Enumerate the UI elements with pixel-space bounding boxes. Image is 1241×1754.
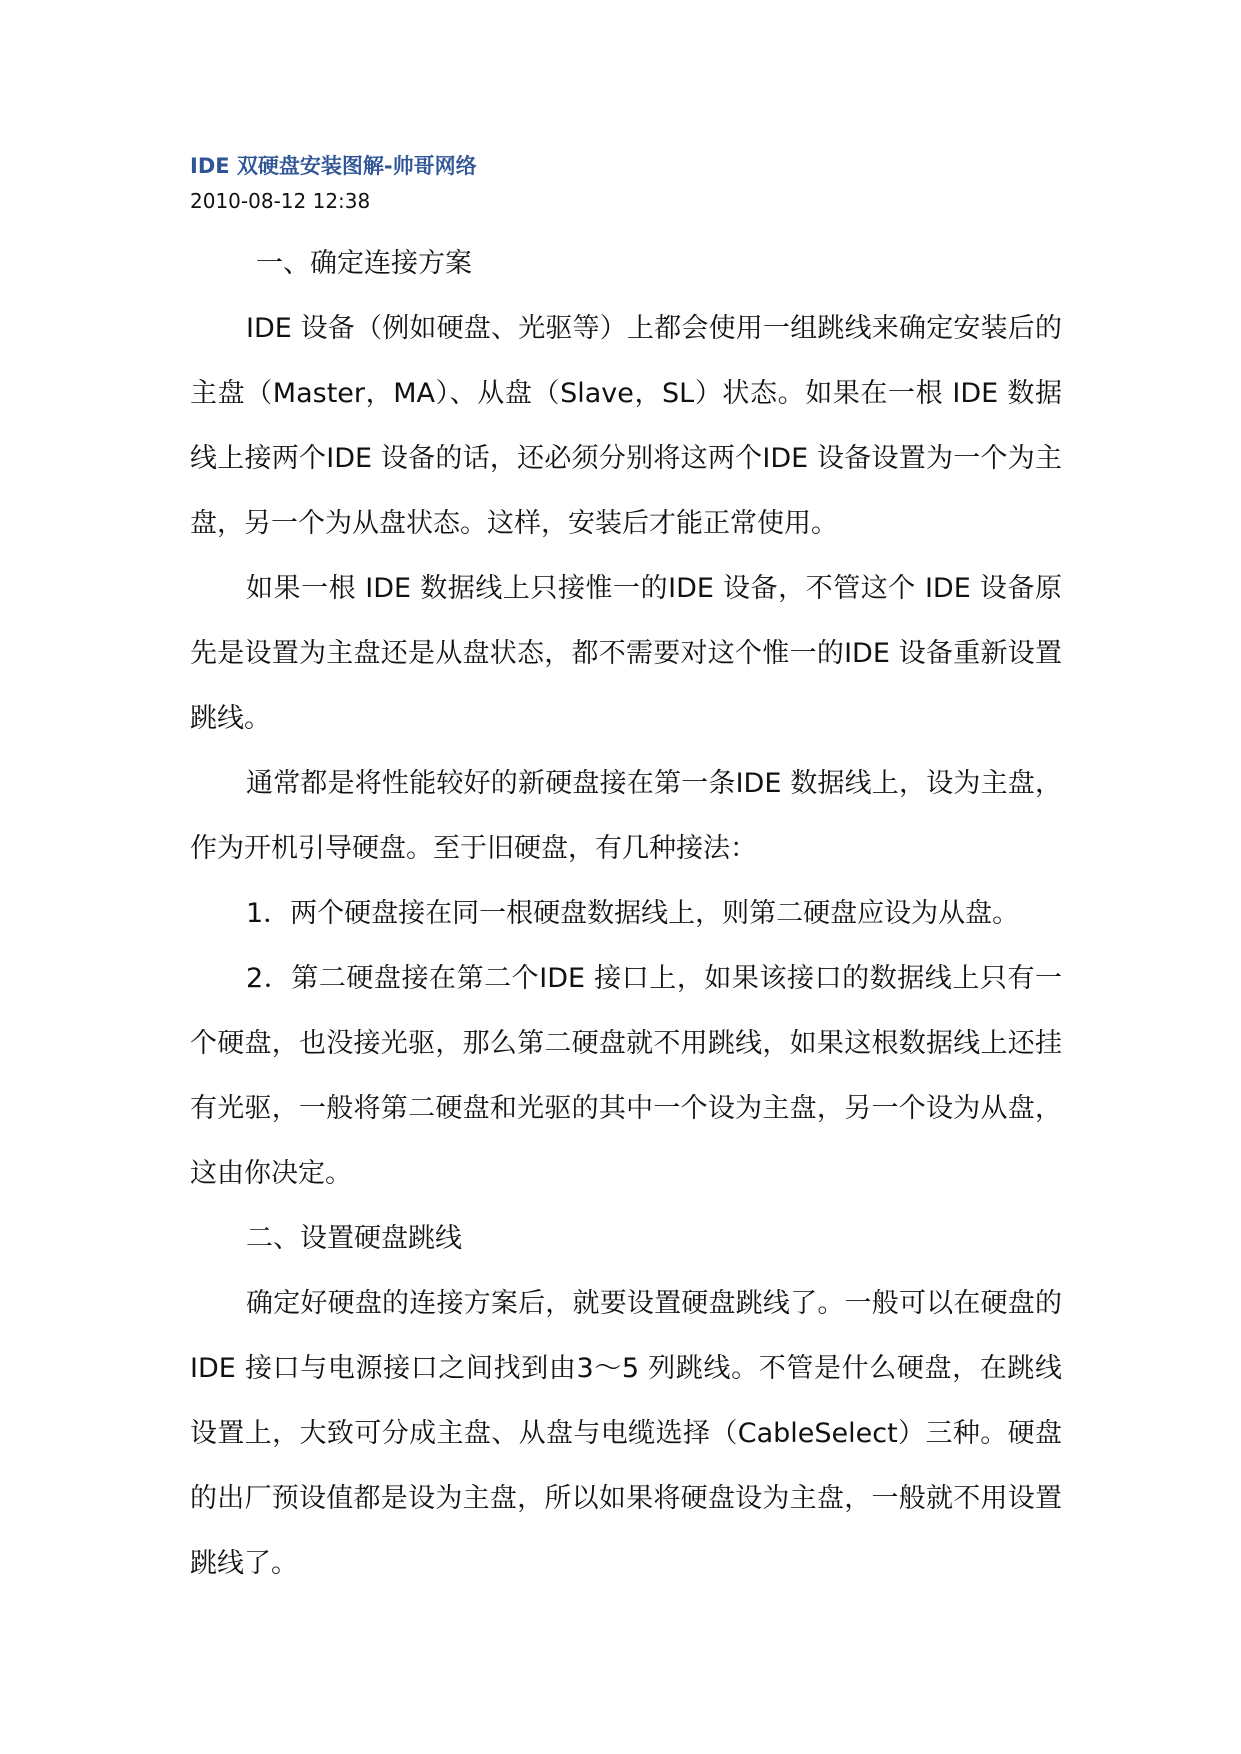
paragraph: 确定好硬盘的连接方案后，就要设置硬盘跳线了。一般可以在硬盘的 IDE 接口与电源接口之间找到由3～5 列跳线。不管是什么硬盘，在跳线设置上，大致可分成主盘、从盘与电缆选择（CableSelect）三种。硬盘的出厂预设值都是设为主盘，所以如果将硬盘设为主盘，一般就不用设置跳线了。 xyxy=(190,1288,1062,1579)
article-date: 2010-08-12 12:38 xyxy=(190,189,371,213)
article-title-link[interactable]: IDE 双硬盘安装图解-帅哥网络 xyxy=(190,154,477,178)
list-item: 2．第二硬盘接在第二个IDE 接口上，如果该接口的数据线上只有一个硬盘，也没接光驱，那么第二硬盘就不用跳线，如果这根数据线上还挂有光驱，一般将第二硬盘和光驱的其中一个设为主盘，另一个设为从盘，这由你决定。 xyxy=(190,963,1062,1189)
section-heading: 二、设置硬盘跳线 xyxy=(246,1223,462,1254)
paragraph: 通常都是将性能较好的新硬盘接在第一条IDE 数据线上，设为主盘，作为开机引导硬盘。至于旧硬盘，有几种接法： xyxy=(190,768,1062,864)
paragraph: 如果一根 IDE 数据线上只接惟一的IDE 设备，不管这个 IDE 设备原先是设置为主盘还是从盘状态，都不需要对这个惟一的IDE 设备重新设置跳线。 xyxy=(190,573,1062,734)
article-body xyxy=(190,231,1062,1596)
list-item: 1．两个硬盘接在同一根硬盘数据线上，则第二硬盘应设为从盘。 xyxy=(246,898,1020,929)
section-heading: 一、确定连接方案 xyxy=(256,248,472,279)
paragraph: IDE 设备（例如硬盘、光驱等）上都会使用一组跳线来确定安装后的主盘（Master，MA）、从盘（Slave，SL）状态。如果在一根 IDE 数据线上接两个IDE 设备的话，还必须分别将这两个IDE 设备设置为一个为主盘，另一个为从盘状态。这样，安装后才能正常使用。 xyxy=(190,313,1062,539)
